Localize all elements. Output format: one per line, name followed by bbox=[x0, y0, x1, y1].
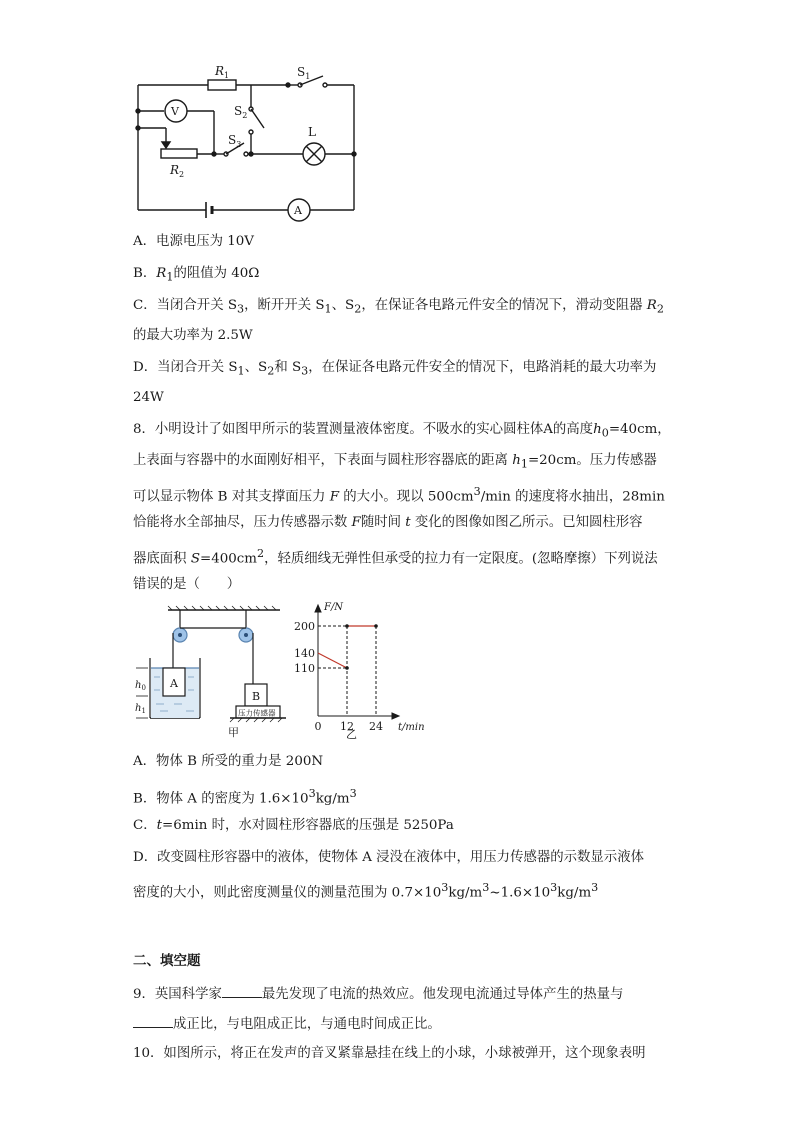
circuit-diagram bbox=[128, 62, 368, 232]
svg-text:S3: $S_3$ bbox=[228, 133, 242, 149]
x-tick-0: 0 bbox=[314, 720, 322, 733]
y-tick-200: 200 bbox=[294, 620, 315, 633]
apparatus-figure bbox=[130, 602, 290, 742]
x-axis-label: t/min bbox=[398, 722, 425, 733]
apparatus-caption: 甲 bbox=[228, 726, 239, 739]
svg-text:L: L bbox=[308, 125, 316, 139]
switch-s2 bbox=[251, 109, 264, 128]
series-line-0 bbox=[318, 653, 347, 668]
q8-option-c: C．t=6min 时，水对圆柱形容器底的压强是 5250Pa bbox=[133, 818, 454, 833]
rheostat-r2 bbox=[161, 149, 197, 158]
q7-option-c: C．当闭合开关 $S_3$，断开开关 $S_1$、$S_2$，在保证各电路元件安全的情况下，滑动变阻器 $R_2$ bbox=[133, 298, 664, 316]
q10-line1: 10．如图所示，将正在发声的音叉紧靠悬挂在线上的小球，小球被弹开，这个现象表明 bbox=[133, 1046, 646, 1061]
x-axis-arrow bbox=[392, 713, 399, 719]
svg-text:压力传感器: 压力传感器 bbox=[238, 708, 276, 718]
y-axis-arrow bbox=[315, 605, 321, 612]
answer-blank-1[interactable] bbox=[222, 983, 262, 998]
q8-option-d-cont: 密度的大小，则此密度测量仪的测量范围为 $0.7\times 10^3kg/m^3\sim 1.6\times 10^3kg/m^3$ bbox=[133, 881, 599, 901]
q7-option-c-cont: 的最大功率为 2.5W bbox=[133, 328, 253, 343]
q7-option-b: B．$R_1$的阻值为 40Ω bbox=[133, 266, 260, 284]
svg-text:S1: $S_1$ bbox=[297, 65, 311, 81]
x-tick-12: 12 bbox=[340, 720, 354, 733]
q8-stem-line2: 上表面与容器中的水面刚好相平，下表面与圆柱形容器底的距离 $h_1=20cm$。压力传感器 bbox=[133, 453, 657, 471]
svg-text:A: A bbox=[170, 677, 178, 690]
q8-stem-line1: 8．小明设计了如图甲所示的装置测量液体密度。不吸水的实心圆柱体A的高度$h_0=40cm$， bbox=[133, 422, 671, 440]
y-axis-label: F/N bbox=[324, 602, 344, 613]
q7-option-d-cont: 24W bbox=[133, 390, 164, 405]
q8-stem-line4: 恰能将水全部抽尽，压力传感器示数 F随时间 t 变化的图像如图乙所示。已知圆柱形容 bbox=[133, 515, 643, 530]
q8-stem-line3: 可以显示物体 B 对其支撑面压力 F 的大小。现以 $500cm^3/\min$ 的速度将水抽出，28min bbox=[133, 485, 665, 505]
point-12-110 bbox=[345, 666, 349, 670]
svg-text:B: B bbox=[252, 690, 261, 703]
y-tick-110: 110 bbox=[294, 662, 315, 675]
svg-text:S2: $S_2$ bbox=[234, 104, 248, 120]
y-tick-140: 140 bbox=[294, 647, 315, 660]
q7-option-d: D．当闭合开关 $S_1$、$S_2$和 $S_3$，在保证各电路元件安全的情况下，电路消耗的最大功率为 bbox=[133, 360, 657, 378]
svg-text:h0: $h_0$ bbox=[135, 680, 146, 692]
point-24-200 bbox=[374, 624, 378, 628]
svg-text:V: V bbox=[171, 105, 179, 118]
resistor-r1 bbox=[208, 80, 236, 90]
svg-text:R2: $R_2$ bbox=[170, 163, 185, 179]
graph-caption: 乙 bbox=[346, 728, 357, 741]
q9-line1: 9．英国科学家 最先发现了电流的热效应。他发现电流通过导体产生的热量与 bbox=[133, 983, 623, 1005]
force-time-graph bbox=[290, 598, 430, 743]
x-tick-24: 24 bbox=[369, 720, 383, 733]
point-12-200 bbox=[345, 624, 349, 628]
q9-line2: 成正比，与电阻成正比，与通电时间成正比。 bbox=[133, 1013, 441, 1035]
svg-text:A: A bbox=[294, 204, 302, 217]
q8-option-d: D．改变圆柱形容器中的液体，使物体 A 浸没在液体中，用压力传感器的示数显示液体 bbox=[133, 850, 644, 865]
q8-option-b: B．物体 A 的密度为 $1.6\times 10^3kg/m^3$ bbox=[133, 787, 357, 807]
section-title: 二、填空题 bbox=[133, 953, 201, 969]
svg-text:h1: $h_1$ bbox=[135, 703, 146, 715]
q7-option-a: A．电源电压为 10V bbox=[133, 234, 254, 249]
svg-text:R1: $R_1$ bbox=[215, 64, 230, 80]
q8-stem-line5: 器底面积 $S=400cm^2$，轻质细线无弹性但承受的拉力有一定限度。(忽略摩擦）下列说法 bbox=[133, 547, 658, 567]
q8-stem-line6: 错误的是（ ） bbox=[133, 577, 241, 592]
q8-option-a: A．物体 B 所受的重力是 200N bbox=[133, 754, 324, 769]
answer-blank-2[interactable] bbox=[133, 1013, 173, 1028]
